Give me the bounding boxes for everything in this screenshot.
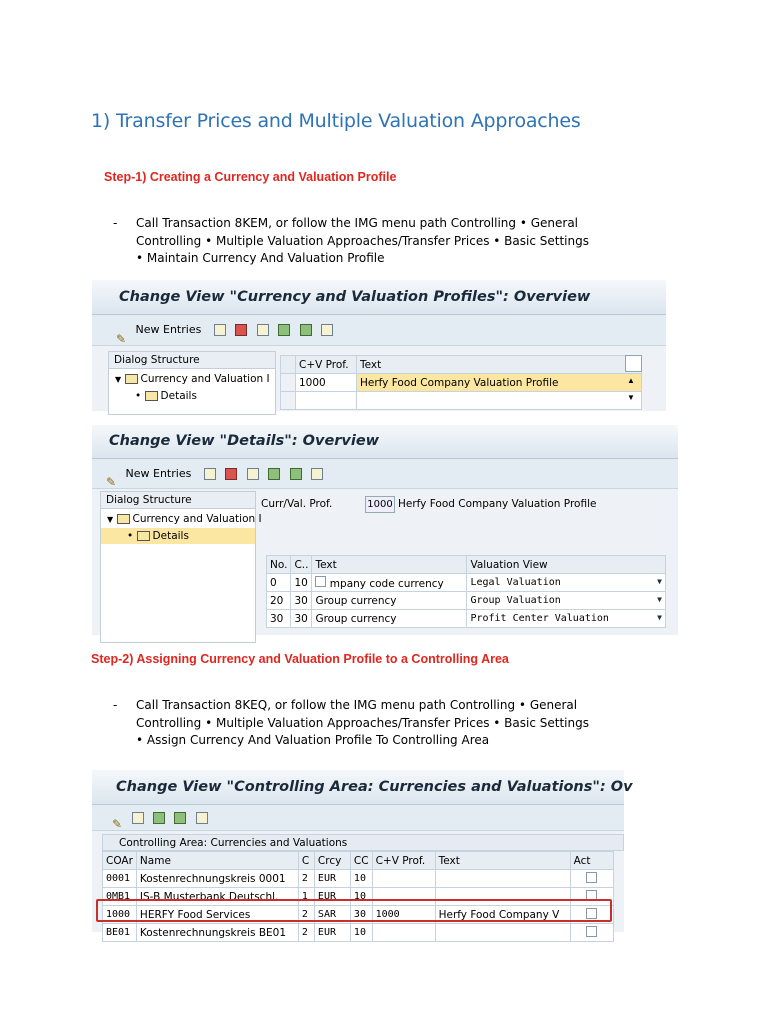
dropdown-arrow-icon[interactable]: ▼ xyxy=(657,613,662,622)
copy-icon[interactable] xyxy=(204,468,216,480)
act-checkbox[interactable] xyxy=(586,926,597,937)
cell-cc[interactable]: 30 xyxy=(350,906,372,924)
cell-text[interactable]: Group currency xyxy=(312,610,467,628)
panel-title: Change View "Controlling Area: Currencies and Valuations": Ov xyxy=(92,770,624,805)
table-caption: Controlling Area: Currencies and Valuations xyxy=(102,834,624,851)
cell-coar[interactable]: 1000 xyxy=(103,906,137,924)
cell-c[interactable]: 2 xyxy=(298,906,314,924)
column-header: No. xyxy=(267,556,291,574)
cell-name[interactable]: HERFY Food Services xyxy=(136,906,298,924)
cell-no[interactable]: 0 xyxy=(267,574,291,592)
cell-name[interactable]: Kostenrechnungskreis BE01 xyxy=(136,924,298,942)
column-header: C xyxy=(298,852,314,870)
instruction-line: • Maintain Currency And Valuation Profile xyxy=(136,251,385,265)
copy-icon[interactable] xyxy=(214,324,226,336)
deselect-all-icon[interactable] xyxy=(196,812,208,824)
cell-cc[interactable]: 10 xyxy=(350,870,372,888)
expand-arrow-icon[interactable]: ▼ xyxy=(107,515,114,524)
tree-item-details[interactable]: • Details xyxy=(135,390,197,402)
table-settings-icon[interactable] xyxy=(625,355,642,372)
cv-profile-field[interactable]: 1000 xyxy=(365,496,395,513)
column-header: C+V Prof. xyxy=(296,356,357,374)
highlight-box xyxy=(96,899,612,922)
cell-text[interactable]: Herfy Food Company V xyxy=(435,906,570,924)
table-row[interactable] xyxy=(267,592,666,610)
column-header: C.. xyxy=(291,556,312,574)
cell-c[interactable]: 30 xyxy=(291,592,312,610)
folder-open-icon xyxy=(137,531,150,541)
instruction-line: Call Transaction 8KEM, or follow the IMG menu path Controlling • General xyxy=(136,216,579,230)
undo-icon[interactable] xyxy=(132,812,144,824)
cell-cc[interactable]: 10 xyxy=(350,888,372,906)
column-header: Valuation View xyxy=(467,556,666,574)
cell-text[interactable]: mpany code currency xyxy=(312,574,467,592)
undo-icon[interactable] xyxy=(257,324,269,336)
cell-prof[interactable]: 1000 xyxy=(296,374,357,392)
select-block-icon[interactable] xyxy=(300,324,312,336)
cell-act[interactable] xyxy=(570,870,613,888)
table-row[interactable] xyxy=(103,870,614,888)
column-header: CC xyxy=(350,852,372,870)
select-all-icon[interactable] xyxy=(153,812,165,824)
step2-instructions xyxy=(113,697,633,753)
folder-icon xyxy=(125,374,138,384)
folder-icon xyxy=(117,514,130,524)
undo-icon[interactable] xyxy=(247,468,259,480)
cell-view[interactable]: Group Valuation ▼ xyxy=(467,592,666,610)
toolbar xyxy=(92,459,678,489)
cell-text[interactable]: Group currency xyxy=(312,592,467,610)
table-row[interactable] xyxy=(103,924,614,942)
act-checkbox[interactable] xyxy=(586,872,597,883)
details-table xyxy=(266,555,666,628)
deselect-all-icon[interactable] xyxy=(321,324,333,336)
table-row[interactable] xyxy=(281,374,642,392)
wand-icon[interactable]: ✎ xyxy=(112,816,123,831)
instruction-line: Controlling • Multiple Valuation Approaches/Transfer Prices • Basic Settings xyxy=(136,233,589,248)
sap-panel-cv-profiles xyxy=(92,280,666,411)
cell-name[interactable]: IS-B Musterbank Deutschl. xyxy=(136,888,298,906)
bullet-icon: • xyxy=(127,530,134,542)
dialog-structure xyxy=(108,351,276,415)
controlling-area-table xyxy=(102,851,614,942)
cell-c[interactable]: 1 xyxy=(298,888,314,906)
scroll-down-icon[interactable]: ▼ xyxy=(627,393,635,402)
column-header: C+V Prof. xyxy=(372,852,435,870)
checkbox-icon[interactable] xyxy=(315,576,326,587)
cell-crcy[interactable]: EUR xyxy=(314,924,350,942)
page-heading: 1) Transfer Prices and Multiple Valuation Approaches xyxy=(91,110,581,132)
cell-crcy[interactable]: EUR xyxy=(314,870,350,888)
bullet-icon: • xyxy=(135,390,142,402)
cell-text[interactable]: Herfy Food Company Valuation Profile xyxy=(357,374,642,392)
toolbar xyxy=(92,315,666,346)
instruction-line: • Assign Currency And Valuation Profile To Controlling Area xyxy=(136,733,490,747)
dialog-structure-header: Dialog Structure xyxy=(101,492,255,509)
toolbar xyxy=(92,805,624,831)
cell-prof[interactable] xyxy=(372,924,435,942)
instruction-line: Controlling • Multiple Valuation Approaches/Transfer Prices • Basic Settings xyxy=(136,715,589,730)
cell-name[interactable]: Kostenrechnungskreis 0001 xyxy=(136,870,298,888)
cell-c[interactable]: 30 xyxy=(291,610,312,628)
column-header: Crcy xyxy=(314,852,350,870)
column-header: Name xyxy=(136,852,298,870)
tree-item-currency-valuation[interactable]: ▼ Currency and Valuation I xyxy=(107,513,262,525)
select-all-icon[interactable] xyxy=(268,468,280,480)
scroll-up-icon[interactable]: ▲ xyxy=(627,376,635,385)
cv-profile-text: Herfy Food Company Valuation Profile xyxy=(398,498,597,510)
cell-no[interactable]: 30 xyxy=(267,610,291,628)
cell-coar[interactable]: 0001 xyxy=(103,870,137,888)
step1-instructions xyxy=(113,215,633,271)
cell-coar[interactable]: BE01 xyxy=(103,924,137,942)
cell-prof[interactable] xyxy=(372,870,435,888)
select-block-icon[interactable] xyxy=(174,812,186,824)
wand-icon[interactable]: ✎ xyxy=(116,332,127,346)
bullet-dash: - xyxy=(113,698,118,712)
tree-item-details[interactable]: • Details xyxy=(101,528,255,544)
deselect-all-icon[interactable] xyxy=(311,468,323,480)
cell-view[interactable]: Legal Valuation ▼ xyxy=(467,574,666,592)
cell-text[interactable] xyxy=(435,870,570,888)
step2-title: Step-2) Assigning Currency and Valuation Profile to a Controlling Area xyxy=(91,652,509,666)
table-row[interactable] xyxy=(267,574,666,592)
delete-icon[interactable] xyxy=(225,468,237,480)
delete-icon[interactable] xyxy=(235,324,247,336)
row-selector[interactable] xyxy=(281,374,296,392)
table-row[interactable] xyxy=(267,610,666,628)
cell-c[interactable]: 2 xyxy=(298,870,314,888)
column-header: COAr xyxy=(103,852,137,870)
column-header: Text xyxy=(312,556,467,574)
cell-cc[interactable]: 10 xyxy=(350,924,372,942)
folder-icon xyxy=(145,391,158,401)
cell-c[interactable]: 2 xyxy=(298,924,314,942)
field-label: Curr/Val. Prof. xyxy=(261,498,333,510)
instruction-line: Call Transaction 8KEQ, or follow the IMG menu path Controlling • General xyxy=(136,698,578,712)
dialog-structure xyxy=(100,491,262,643)
cell-no[interactable]: 20 xyxy=(267,592,291,610)
select-all-cell[interactable] xyxy=(281,356,296,374)
wand-icon[interactable]: ✎ xyxy=(106,474,117,489)
select-block-icon[interactable] xyxy=(290,468,302,480)
cell-prof[interactable]: 1000 xyxy=(372,906,435,924)
dialog-structure-header: Dialog Structure xyxy=(109,352,275,369)
cell-coar[interactable]: 0MB1 xyxy=(103,888,137,906)
panel-title: Change View "Details": Overview xyxy=(92,425,678,459)
cell-c[interactable]: 10 xyxy=(291,574,312,592)
cv-profiles-table xyxy=(280,355,642,410)
column-header: Text xyxy=(435,852,570,870)
dropdown-arrow-icon[interactable]: ▼ xyxy=(657,577,662,586)
new-entries-button[interactable]: New Entries xyxy=(135,323,202,336)
cell-view[interactable]: Profit Center Valuation ▼ xyxy=(467,610,666,628)
bullet-dash: - xyxy=(113,216,118,230)
cell-text[interactable] xyxy=(435,924,570,942)
cell-act[interactable] xyxy=(570,924,613,942)
column-header: Text xyxy=(357,356,642,374)
select-all-icon[interactable] xyxy=(278,324,290,336)
column-header: Act xyxy=(570,852,613,870)
tree-item-currency-valuation[interactable]: ▼ Currency and Valuation I xyxy=(115,373,270,385)
panel-title: Change View "Currency and Valuation Profiles": Overview xyxy=(92,280,666,315)
expand-arrow-icon[interactable]: ▼ xyxy=(115,375,122,384)
cell-crcy[interactable]: EUR xyxy=(314,888,350,906)
sap-panel-details xyxy=(92,425,678,635)
dropdown-arrow-icon[interactable]: ▼ xyxy=(657,595,662,604)
cell-crcy[interactable]: SAR xyxy=(314,906,350,924)
step1-title: Step-1) Creating a Currency and Valuation Profile xyxy=(104,170,397,184)
new-entries-button[interactable]: New Entries xyxy=(125,467,192,481)
